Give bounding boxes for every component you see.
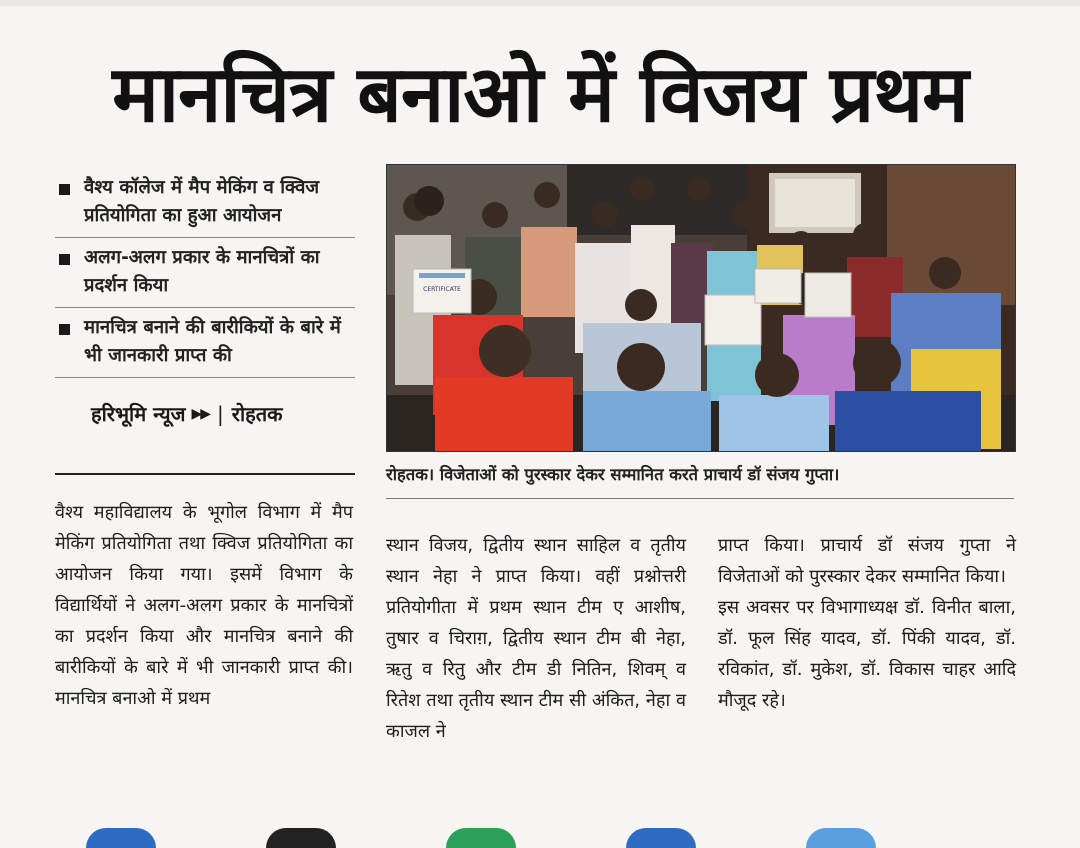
article-column-3 [718,530,1016,716]
highlight-text: मानचित्र बनाने की बारीकियों के बारे में भी जानकारी प्राप्त की [84,317,341,366]
article-column-2 [386,530,686,747]
certificate-label: CERTIFICATE [423,286,461,293]
highlights-list [55,168,355,427]
byline-source: हरिभूमि न्यूज [91,402,186,426]
bottom-circle-blue [626,828,696,848]
article-column-1 [55,497,353,714]
bottom-circle-blue [86,828,156,848]
double-arrow-icon: ▶▶ [191,405,210,422]
photo-caption: रोहतक। विजेताओं को पुरस्कार देकर सम्मानित करते प्राचार्य डॉ संजय गुप्ता। [386,465,840,484]
byline-place: रोहतक [231,402,283,426]
article-paragraph: प्राप्त किया। प्राचार्य डॉ संजय गुप्ता ने विजेताओं को पुरस्कार देकर सम्मानित किया। [718,535,1016,587]
highlight-text: वैश्य कॉलेज में मैप मेकिंग व क्विज प्रतियोगिता का हुआ आयोजन [84,177,320,226]
article-paragraph: इस अवसर पर विभागाध्यक्ष डॉ. विनीत बाला, डॉ. फूल सिंह यादव, डॉ. पिंकी यादव, डॉ. रविकांत, डॉ. मुकेश, डॉ. विकास चाहर आदि मौजूद रहे। [718,597,1016,711]
bottom-circle-black [266,828,336,848]
bottom-circle-lightblue [806,828,876,848]
article-paragraph: वैश्य महाविद्यालय के भूगोल विभाग में मैप मेकिंग प्रतियोगिता तथा क्विज प्रतियोगिता का आयोजन किया गया। इसमें विभाग के विद्यार्थियों ने अलग-अलग प्रकार के मानचित्रों का प्रदर्शन किया और मानचित्र बनाने की बारीकियों के बारे में भी जानकारी प्राप्त की। मानचित्र बनाओ में प्रथम [55,502,353,709]
bottom-circle-green [446,828,516,848]
highlight-item [55,168,355,238]
top-margin [0,0,1080,6]
article-paragraph: स्थान विजय, द्वितीय स्थान साहिल व तृतीय स्थान नेहा ने प्राप्त किया। वहीं प्रश्नोत्तरी प्रतियोगीता में प्रथम स्थान टीम ए आशीष, तुषार व चिराग़, द्वितीय स्थान टीम बी नेहा, ऋतु व रितु और टीम डी नितिन, शिवम् व रितेश तथा तृतीय स्थान टीम सी अंकित, नेहा व काजल ने [386,535,686,742]
caption-divider [386,498,1014,499]
news-photo [386,164,1016,452]
byline-divider [55,473,355,475]
group-photo-illustration [387,165,1015,451]
byline-separator: | [217,401,224,426]
headline: मानचित्र बनाओ में विजय प्रथम [112,50,968,140]
square-bullet-icon [59,254,70,265]
byline [55,400,355,427]
square-bullet-icon [59,184,70,195]
highlight-item [55,308,355,378]
highlight-text: अलग-अलग प्रकार के मानचित्रों का प्रदर्शन किया [84,247,320,296]
square-bullet-icon [59,324,70,335]
highlight-item [55,238,355,308]
